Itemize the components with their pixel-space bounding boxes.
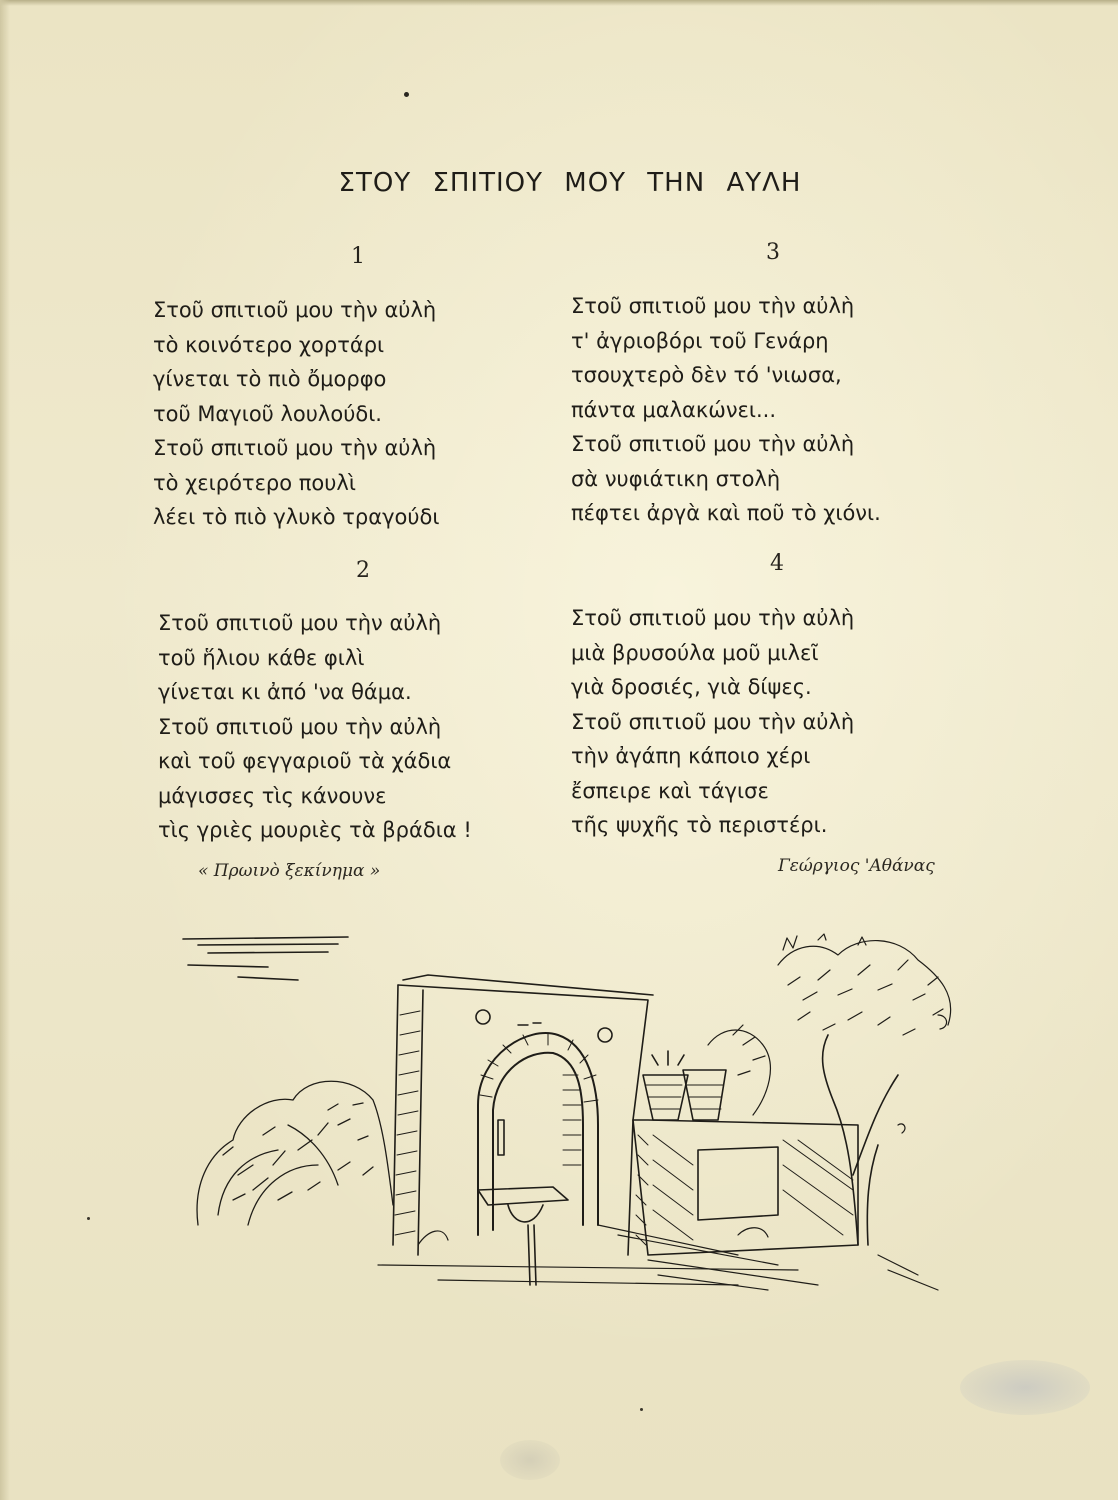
- verse-line: τοῦ Μαγιοῦ λουλούδι.: [153, 401, 382, 426]
- verse-line: μιὰ βρυσούλα μοῦ μιλεῖ: [571, 640, 819, 665]
- stanza-1: [153, 293, 439, 535]
- verse-line: Στοῦ σπιτιοῦ μου τὴν αὐλὴ: [571, 432, 855, 456]
- verse-line: τῆς ψυχῆς τὸ περιστέρι.: [571, 813, 828, 837]
- verse-line: Στοῦ σπιτιοῦ μου τὴν αὐλὴ: [158, 611, 442, 635]
- paper-speck: [640, 1408, 643, 1411]
- source-caption: « Πρωινὸ ξεκίνημα »: [198, 861, 381, 881]
- verse-line: Στοῦ σπιτιοῦ μου τὴν αὐλὴ: [153, 436, 437, 460]
- verse-line: τ' ἀγριοβόρι τοῦ Γενάρη: [571, 328, 829, 353]
- verse-line: πέφτει ἀργὰ καὶ ποῦ τὸ χιόνι.: [571, 501, 881, 525]
- stanza-2: [158, 606, 472, 848]
- stanza-number-1: 1: [351, 244, 365, 269]
- verse-line: πάντα μαλακώνει...: [571, 397, 777, 422]
- verse-line: Στοῦ σπιτιοῦ μου τὴν αὐλὴ: [571, 606, 855, 630]
- stanza-number-2: 2: [356, 558, 370, 583]
- verse-line: τὶς γριὲς μουριὲς τὰ βράδια !: [158, 818, 472, 842]
- verse-line: λέει τὸ πιὸ γλυκὸ τραγούδι: [153, 505, 440, 529]
- verse-line: γίνεται κι ἀπό 'να θάμα.: [158, 680, 412, 704]
- verse-line: τοῦ ἥλιου κάθε φιλὶ: [158, 645, 365, 670]
- verse-line: γιὰ δροσιές, γιὰ δίψες.: [571, 675, 812, 699]
- verse-line: Στοῦ σπιτιοῦ μου τὴν αὐλὴ: [571, 294, 855, 318]
- verse-line: Στοῦ σπιτιοῦ μου τὴν αὐλὴ: [153, 298, 437, 322]
- page-top-edge: [0, 0, 1118, 6]
- paper-stain: [960, 1360, 1090, 1415]
- stanza-number-4: 4: [770, 551, 784, 576]
- verse-line: ἔσπειρε καὶ τάγισε: [571, 778, 769, 803]
- courtyard-gate-illustration: [178, 925, 968, 1300]
- paper-smudge: [500, 1440, 560, 1480]
- stanza-3: [571, 289, 881, 531]
- stanza-number-3: 3: [766, 240, 780, 265]
- verse-line: τὸ κοινότερο χορτάρι: [153, 332, 385, 357]
- verse-line: μάγισσες τὶς κάνουνε: [158, 783, 387, 808]
- verse-line: σὰ νυφιάτικη στολὴ: [571, 466, 781, 491]
- verse-line: τσουχτερὸ δὲν τό 'νιωσα,: [571, 363, 842, 387]
- stanza-4: [571, 601, 854, 843]
- printer-dot: [404, 92, 409, 97]
- verse-line: γίνεται τὸ πιὸ ὄμορφο: [153, 367, 387, 391]
- page-left-edge: [0, 0, 10, 1500]
- verse-line: Στοῦ σπιτιοῦ μου τὴν αὐλὴ: [571, 709, 855, 734]
- poem-title: ΣΤΟΥ ΣΠΙΤΙΟΥ ΜΟΥ ΤΗΝ ΑΥΛΗ: [338, 168, 802, 198]
- author-signature: Γεώργιος 'Αθάνας: [778, 856, 935, 876]
- verse-line: καὶ τοῦ φεγγαριοῦ τὰ χάδια: [158, 749, 452, 773]
- verse-line: τὸ χειρότερο πουλὶ: [153, 470, 356, 495]
- verse-line: τὴν ἀγάπη κάποιο χέρι: [571, 744, 811, 768]
- paper-speck: [87, 1217, 90, 1220]
- verse-line: Στοῦ σπιτιοῦ μου τὴν αὐλὴ: [158, 714, 442, 739]
